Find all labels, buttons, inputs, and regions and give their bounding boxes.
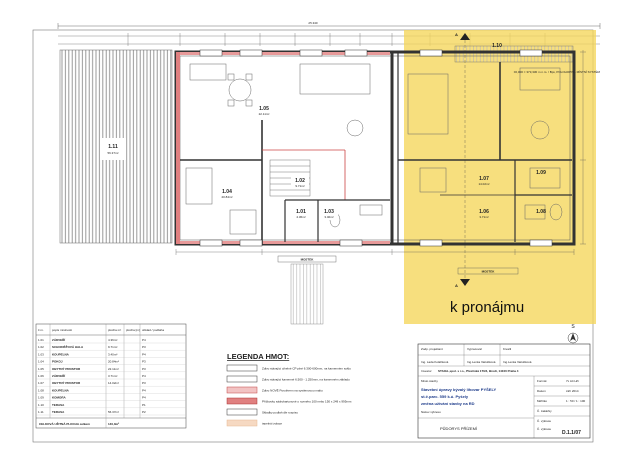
format-value: 7x A4 Hči [566,379,579,383]
investor-value: STAIGL,spol. s r.o., Plzeňská 170/4, Brodi, 14100 Praha 4 [438,369,519,373]
date-value: září 2014 [566,389,579,393]
scale-label: Měřítko [537,399,548,403]
table-cell: 1.06 [38,374,44,378]
table-cell: 3.40m² [108,352,118,357]
legend-label: tepelná izolace [262,421,283,426]
materials-legend [227,352,352,426]
svg-text:A: A [455,283,458,288]
furniture-bedroom [186,168,256,234]
table-cell: P2 [142,410,146,414]
designer-label: Zodp. projektant [421,347,443,351]
table-header-cell: plocha [m] [126,328,140,332]
project-subtitle: st.č.parc. 559 k.ú. Pyšely [421,394,469,399]
north-marker [568,324,578,343]
legend-item [227,409,298,415]
title-block [418,344,590,438]
legend-swatch [227,376,257,382]
room-area-1-01: 4.36m² [296,215,306,219]
table-cell: TERASA [52,402,65,407]
table-cell: OBYTNÝ PROSTOR [52,381,81,386]
legend-label: Zdivo NOVÉ Porotherm na systémovou maltu [262,388,323,393]
legend-swatch [227,365,257,371]
drawn-label: Vypracoval [467,347,482,351]
table-header-cell: popis místnosti [52,328,73,332]
date-label: Datum [537,389,546,393]
legend-title: LEGENDA HMOT: [227,352,290,361]
terrace-1-10 [455,46,573,62]
sheet-number: D.1.1/07 [562,430,581,436]
drawing-name: PŮDORYS PŘÍZEMÍ [440,426,478,431]
room-area-1-03: 3.40m² [324,215,334,219]
table-header-cell: obklad / podlaha [142,328,165,332]
format-label: Formát [537,379,547,383]
table-cell: P4 [142,374,146,378]
legend-swatch [227,398,257,404]
table-cell: 14.02m² [108,381,120,386]
investor-label: Investor [421,369,432,373]
drawn-value: Ing.Lenka Vaitulíková [467,360,496,364]
table-cell: P4 [142,338,146,342]
table-cell: P3 [142,345,146,350]
table-cell: SCHODIŠŤOVÁ HALA [52,345,84,350]
room-label-1-04: 1.04 [222,189,232,195]
scale-value: 1 : 50 / 1 : 100 [566,399,586,403]
room-label-1-08: 1.08 [536,209,546,215]
legend-swatch [227,409,257,415]
table-cell: 1.11 [38,410,44,414]
copy-label: Č. výkresu [537,419,552,423]
room-area-1-06: 3.71m² [479,215,489,219]
table-cell: 1.07 [38,381,44,386]
table-cell: P4 [142,352,146,357]
table-cell: POKOJ [52,359,63,364]
legend-items [227,365,352,426]
room-label-1-02: 1.02 [295,178,305,184]
room-label-1-09: 1.09 [536,170,546,176]
legend-swatch [227,420,257,426]
table-cell: ZÁDVEŘÍ [52,338,66,342]
table-cell: 1.04 [38,359,44,364]
room-label-1-01: 1.01 [296,209,306,215]
svg-text:S: S [571,324,575,330]
room-area-1-11: 56.37m² [107,151,119,155]
table-header-cell: plocha m² [108,328,122,332]
bridge-left [278,256,336,324]
legend-label: Zdivo stávající kamenné 6.500 - 1.250mm, na kamenném základu [262,377,350,382]
table-cell: 22.11m² [108,366,119,371]
table-cell: P3 [142,381,146,386]
table-cell: 1.09 [38,395,44,400]
rooms-table [36,324,186,428]
room-area-1-02: 9.71m² [295,184,305,188]
table-cell: KOMORA [52,395,66,400]
room-area-1-07: 14.02m² [478,182,490,186]
room-area-1-04: 20.84m² [221,195,233,199]
room-label-1-10: 1.10 [492,43,502,49]
overall-dimension-text: 25.340 [308,21,318,25]
designer-value: Ing. Lada Kolafíková [421,360,449,364]
table-header-cell: č.m. [38,328,44,332]
table-cell: 1.10 [38,402,44,407]
new-wall-left [176,52,180,244]
table-cell: ZÁDVEŘÍ [52,374,66,378]
legend-item [227,376,350,382]
checked-value: Ing.Lenka Vaitulíková [503,360,532,364]
drawing-name-label: Název výkresu [421,410,441,414]
legend-swatch [227,387,257,393]
legend-label: Skladby podlah dle rozpisu [262,410,298,415]
table-cell: 1.01 [38,338,44,342]
table-cell: 1.03 [38,352,44,357]
legend-label: Příčkovky sádrokartonové o rozměru 100 nebo 150 x 249 x 995mm [262,399,352,404]
room-label-1-03: 1.03 [324,209,334,215]
room-area-1-05: 22.11m² [258,112,270,116]
checked-label: Kreslil [503,347,512,351]
legend-item [227,398,352,404]
table-cell: P3 [142,359,146,364]
room-label-1-07: 1.07 [479,176,489,182]
table-cell: 3.71m² [108,374,118,378]
room-label-1-06: 1.06 [479,209,489,215]
furniture-living [190,64,370,136]
legend-item [227,387,323,393]
table-cell: 1.05 [38,366,44,371]
place-label: Místo stavby [421,379,438,383]
svg-text:MOSTEK: MOSTEK [481,269,495,274]
svg-text:MOSTEK: MOSTEK [300,257,314,262]
rooms-table-total-value: 140,0m² [108,422,120,426]
stage-label: Č. zakázky [537,409,552,413]
legend-item [227,365,351,371]
table-cell: TERASA [52,410,65,414]
rooms-table-total-label: CELKOVÁ UŽITNÁ PLOCHA celkem [39,422,90,426]
project-title: Stavební úpravy bývalý lihovar PYŠELY [421,387,497,392]
legend-label: Zdivo stávající cihelné CP plné 6.300-600mm, na kamenném soklu [262,366,351,371]
table-cell: P1 [142,402,146,407]
table-cell: P4 [142,388,146,393]
room-label-1-05: 1.05 [259,106,269,112]
height-reference-note: ±0,000 = 373,330 m n.m. / Bpv, POLOHOPIS - MÍSTNÍ SYSTÉM [513,70,600,74]
table-cell: 56.37m² [108,410,120,414]
table-cell: 20.84m² [108,359,120,364]
table-cell: 9.71m² [108,345,118,350]
table-cell: P3 [142,366,146,371]
table-cell: P4 [142,395,146,400]
project-subtitle-2: změna užívání stavby na RD [421,401,475,406]
svg-text:A: A [455,32,458,37]
rent-label: k pronájmu [450,299,525,316]
sheet-label: Č. výkresu [537,427,552,431]
table-cell: 1.02 [38,345,44,350]
table-cell: 1.08 [38,388,44,393]
table-cell: 4.36m² [108,338,118,342]
table-cell: OBYTNÝ PROSTOR [52,366,81,371]
room-label-1-11: 1.11 [108,144,118,150]
overall-dimension [58,21,600,29]
table-cell: KOUPELNA [52,388,69,393]
legend-item [227,420,282,426]
table-cell: KOUPELNA [52,352,69,357]
